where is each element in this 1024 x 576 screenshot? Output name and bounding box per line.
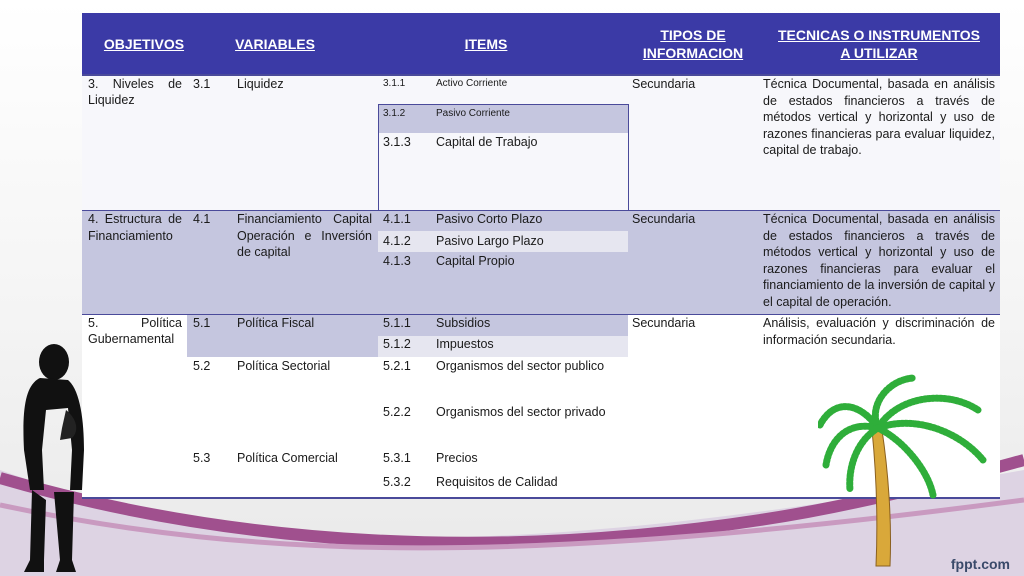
item-label: Subsidios — [436, 316, 491, 330]
row-4-var-name: Financiamiento Capital Operación e Inversión de capital — [237, 212, 372, 259]
header-variables: VARIABLES — [235, 35, 315, 52]
item-label: Precios — [436, 451, 478, 465]
item-label: Pasivo Corto Plazo — [436, 212, 543, 226]
item-code: 5.2.1 — [383, 359, 411, 373]
header-items: ITEMS — [464, 35, 508, 52]
row-3-tecnica: Técnica Documental, basada en análisis de estados financieros a través de métodos vertical y horizontal y uso de razones financieras para evaluar liquidez, capital de trabajo. — [763, 77, 995, 157]
item-label: Organismos del sector privado — [436, 405, 606, 419]
row-3-objetivo: 3. Niveles de — [88, 77, 182, 91]
row-3-var-num: 3.1 — [193, 77, 211, 91]
item-label: Capital Propio — [436, 254, 515, 268]
header-tecnicas: TECNICAS O INSTRUMENTOS A UTILIZAR — [778, 26, 980, 61]
item-label: Impuestos — [436, 337, 494, 351]
item-code: 5.1.1 — [383, 316, 411, 330]
item-code: 4.1.1 — [383, 212, 411, 226]
item-code: 5.1.2 — [383, 337, 411, 351]
item-label: Activo Corriente — [436, 78, 508, 89]
item-label: Requisitos de Calidad — [436, 475, 558, 489]
divider — [628, 104, 629, 210]
row-5-var-name: Política Fiscal — [237, 316, 315, 330]
row-3-objetivo-line2: Liquidez — [88, 93, 135, 107]
fppt-logo: fppt.com — [950, 556, 1010, 572]
header-tipos: TIPOS DE INFORMACION — [642, 26, 744, 61]
item-code: 4.1.2 — [383, 234, 411, 248]
divider — [378, 104, 628, 105]
item-code: 3.1.1 — [383, 78, 406, 89]
row-4-objetivo: 4. Estructura de Financiamiento — [88, 212, 182, 243]
row-3-var-name: Liquidez — [237, 77, 284, 91]
item-code: 5.2.2 — [383, 405, 411, 419]
row-5-tecnica: Análisis, evaluación y discriminación de información secundaria. — [763, 316, 995, 347]
row-4-tipo: Secundaria — [632, 212, 696, 226]
palm-tree-icon — [818, 370, 998, 570]
item-label: Organismos del sector publico — [436, 359, 605, 373]
row-5-item-2-bg — [378, 336, 628, 357]
item-code: 5.3.1 — [383, 451, 411, 465]
item-label: Pasivo Corriente — [436, 108, 510, 119]
row-5-var-name: Política Sectorial — [237, 359, 331, 373]
businesswoman-silhouette-icon — [10, 340, 100, 576]
row-3-tipo: Secundaria — [632, 77, 696, 91]
row-5-tipo: Secundaria — [632, 316, 696, 330]
item-code: 5.3.2 — [383, 475, 411, 489]
row-5-var-num: 5.3 — [193, 451, 211, 465]
item-code: 4.1.3 — [383, 254, 411, 268]
divider — [378, 104, 379, 210]
row-5-var-name: Política Comercial — [237, 451, 338, 465]
row-5-var-num: 5.2 — [193, 359, 211, 373]
item-code: 3.1.3 — [383, 135, 411, 149]
row-5-objetivo: 5. Política — [88, 316, 182, 330]
row-4-tecnica: Técnica Documental, basada en análisis de estados financieros a través de métodos vertical y horizontal y uso de razones financieras para evaluar el financiamiento de la inversión de capital y el capital de operación. — [763, 212, 995, 309]
item-code: 3.1.2 — [383, 108, 406, 119]
row-5-objetivo-line2: Gubernamental — [88, 332, 175, 346]
row-4-var-num: 4.1 — [193, 212, 211, 226]
header-objetivos: OBJETIVOS — [103, 35, 185, 52]
item-label: Pasivo Largo Plazo — [436, 234, 544, 248]
item-label: Capital de Trabajo — [436, 135, 538, 149]
row-5-var-num: 5.1 — [193, 316, 211, 330]
table-header — [82, 13, 1000, 74]
